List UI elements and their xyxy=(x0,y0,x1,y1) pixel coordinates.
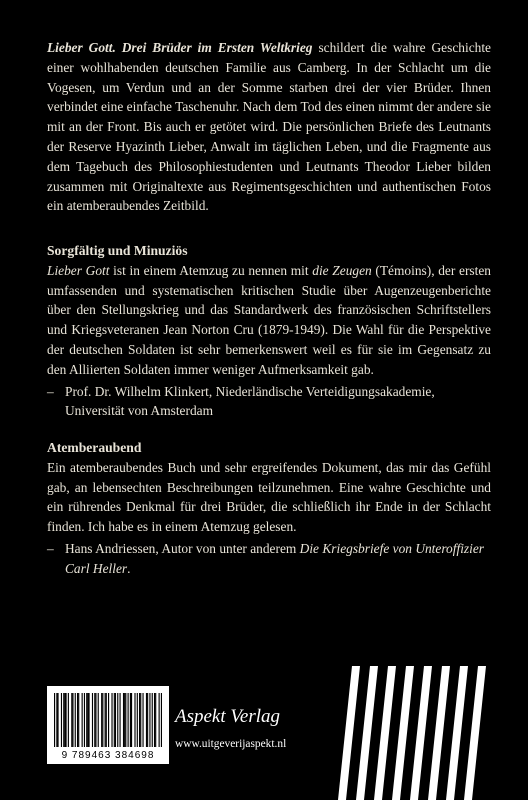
review-1-heading: Sorgfältig und Minuziös xyxy=(47,243,188,258)
review-2-body: Ein atemberaubendes Buch und sehr ergreifendes Dokument, das mir das Gefühl gab, an lebensechten Beschreibungen teilzunehmen. Eine wahre Geschichte und ein rührendes Denkmal für drei Brüder, die schließlich ihr Ende in der Schlacht finden. Ich habe es in einem Atemzug gelesen. xyxy=(47,459,491,535)
review-section-1 xyxy=(47,241,491,421)
review-2-attribution xyxy=(47,539,491,579)
book-title: Lieber Gott. Drei Brüder im Ersten Weltkrieg xyxy=(47,40,313,55)
barcode-bar xyxy=(147,693,148,747)
review-1-text-b: (Témoins), der ersten umfassenden und systematischen kritischen Studie über Augenzeugenberichte über den Stellungskrieg und das Standardwerk des französischen Schriftstellers und Kriegsveteranen Jean Norton Cru (1879-1949). Die Wahl für die Perspektive der deutschen Soldaten ist sehr bemerkenswert weil es für sie im Gegensatz zu den Alliierten Soldaten immer weniger Aufmerksamkeit gab. xyxy=(47,262,491,377)
barcode-bar xyxy=(154,693,155,747)
barcode-bar xyxy=(130,693,131,747)
barcode-bar xyxy=(105,693,106,747)
review-1-italic-a: Lieber Gott xyxy=(47,262,110,278)
barcode-bar xyxy=(111,693,112,747)
barcode-bar xyxy=(88,693,89,747)
review-1-italic-b: die Zeugen xyxy=(312,262,372,278)
barcode-bar xyxy=(64,693,65,747)
barcode-bar xyxy=(139,693,140,747)
barcode-bar xyxy=(72,693,73,747)
barcode-bar xyxy=(137,693,138,747)
review-1-text-a: ist in einem Atemzug zu nennen mit xyxy=(109,262,313,278)
isbn-number: 9 789463 384698 xyxy=(61,750,155,761)
barcode-bar xyxy=(117,693,118,747)
isbn-barcode xyxy=(47,686,169,764)
barcode-bar xyxy=(77,693,78,747)
barcode-bar xyxy=(56,693,57,747)
barcode-bar xyxy=(92,693,93,747)
barcode-bar xyxy=(82,693,83,747)
barcode-bar xyxy=(123,693,124,747)
barcode-bar xyxy=(86,693,87,747)
barcode-bar xyxy=(161,693,162,747)
barcode-bar xyxy=(134,693,135,747)
barcode-bar xyxy=(108,693,109,747)
barcode-bar xyxy=(65,693,66,747)
publisher-logo xyxy=(338,666,488,800)
barcode-bar xyxy=(152,693,153,747)
review-section-2 xyxy=(47,438,491,579)
barcode-bar xyxy=(128,693,129,747)
barcode-bar xyxy=(114,693,115,747)
barcode-bar xyxy=(71,693,72,747)
barcode-bar xyxy=(106,693,107,747)
barcode-bar xyxy=(159,693,160,747)
barcode-bar xyxy=(78,693,79,747)
review-2-attribution-plain: Hans Andriessen, Autor von unter anderem xyxy=(65,540,300,556)
intro-paragraph xyxy=(47,38,491,216)
review-2-attribution-italic: Die Kriegsbriefe von Unteroffizier Carl Heller xyxy=(65,540,484,576)
review-1-body xyxy=(47,261,491,380)
barcode-bar xyxy=(115,693,116,747)
review-1-attribution: – Prof. Dr. Wilhelm Klinkert, Niederländische Verteidigungsakademie, Universität von Amsterdam xyxy=(47,382,491,422)
barcode-bar xyxy=(102,693,103,747)
barcode-bar xyxy=(98,693,99,747)
barcode-bar xyxy=(124,693,125,747)
barcode-bar xyxy=(68,693,69,747)
barcode-bar xyxy=(84,693,85,747)
barcode-bar xyxy=(94,693,95,747)
publisher-website: www.uitgeverijaspekt.nl xyxy=(175,738,287,750)
barcode-bar xyxy=(57,693,58,747)
barcode-bar xyxy=(146,693,147,747)
barcode-bar xyxy=(54,693,55,747)
barcode-bar xyxy=(149,693,150,747)
publisher-name: Aspekt Verlag xyxy=(175,706,281,727)
intro-text: schildert die wahre Geschichte einer wohlhabenden deutschen Familie aus Camberg. In der Schlacht um die Vogesen, um Verdun und an der Somme starben drei der vier Brüder. Ihnen verbindet eine einfache Taschenuhr. Nach dem Tod des einen nimmt der andere sie mit an der Front. Bis auch er getötet wird. Die persönlichen Briefe des Leutnants der Reserve Hyazinth Lieber, Anwalt im täglichen Leben, und die Fragmente aus dem Tagebuch des Philosophiestudenten und Leutnants Theodor Lieber bilden zusammen mit Originaltexte aus Regimentsgeschichten und authentischen Fotos ein atemberaubendes Zeitbild. xyxy=(47,40,491,214)
barcode-bar xyxy=(140,693,141,747)
barcode-bar xyxy=(63,693,64,747)
barcode-bar xyxy=(87,693,88,747)
barcode-bar xyxy=(101,693,102,747)
barcode-bar xyxy=(155,693,156,747)
barcode-bar xyxy=(131,693,132,747)
barcode-bar xyxy=(95,693,96,747)
barcode-bars xyxy=(54,693,162,747)
barcode-bar xyxy=(119,693,120,747)
review-2-heading: Atemberaubend xyxy=(47,440,142,455)
barcode-bar xyxy=(75,693,76,747)
barcode-bar xyxy=(61,693,62,747)
review-2-attribution-end: . xyxy=(127,560,131,576)
barcode-bar xyxy=(125,693,126,747)
barcode-bar xyxy=(142,693,143,747)
